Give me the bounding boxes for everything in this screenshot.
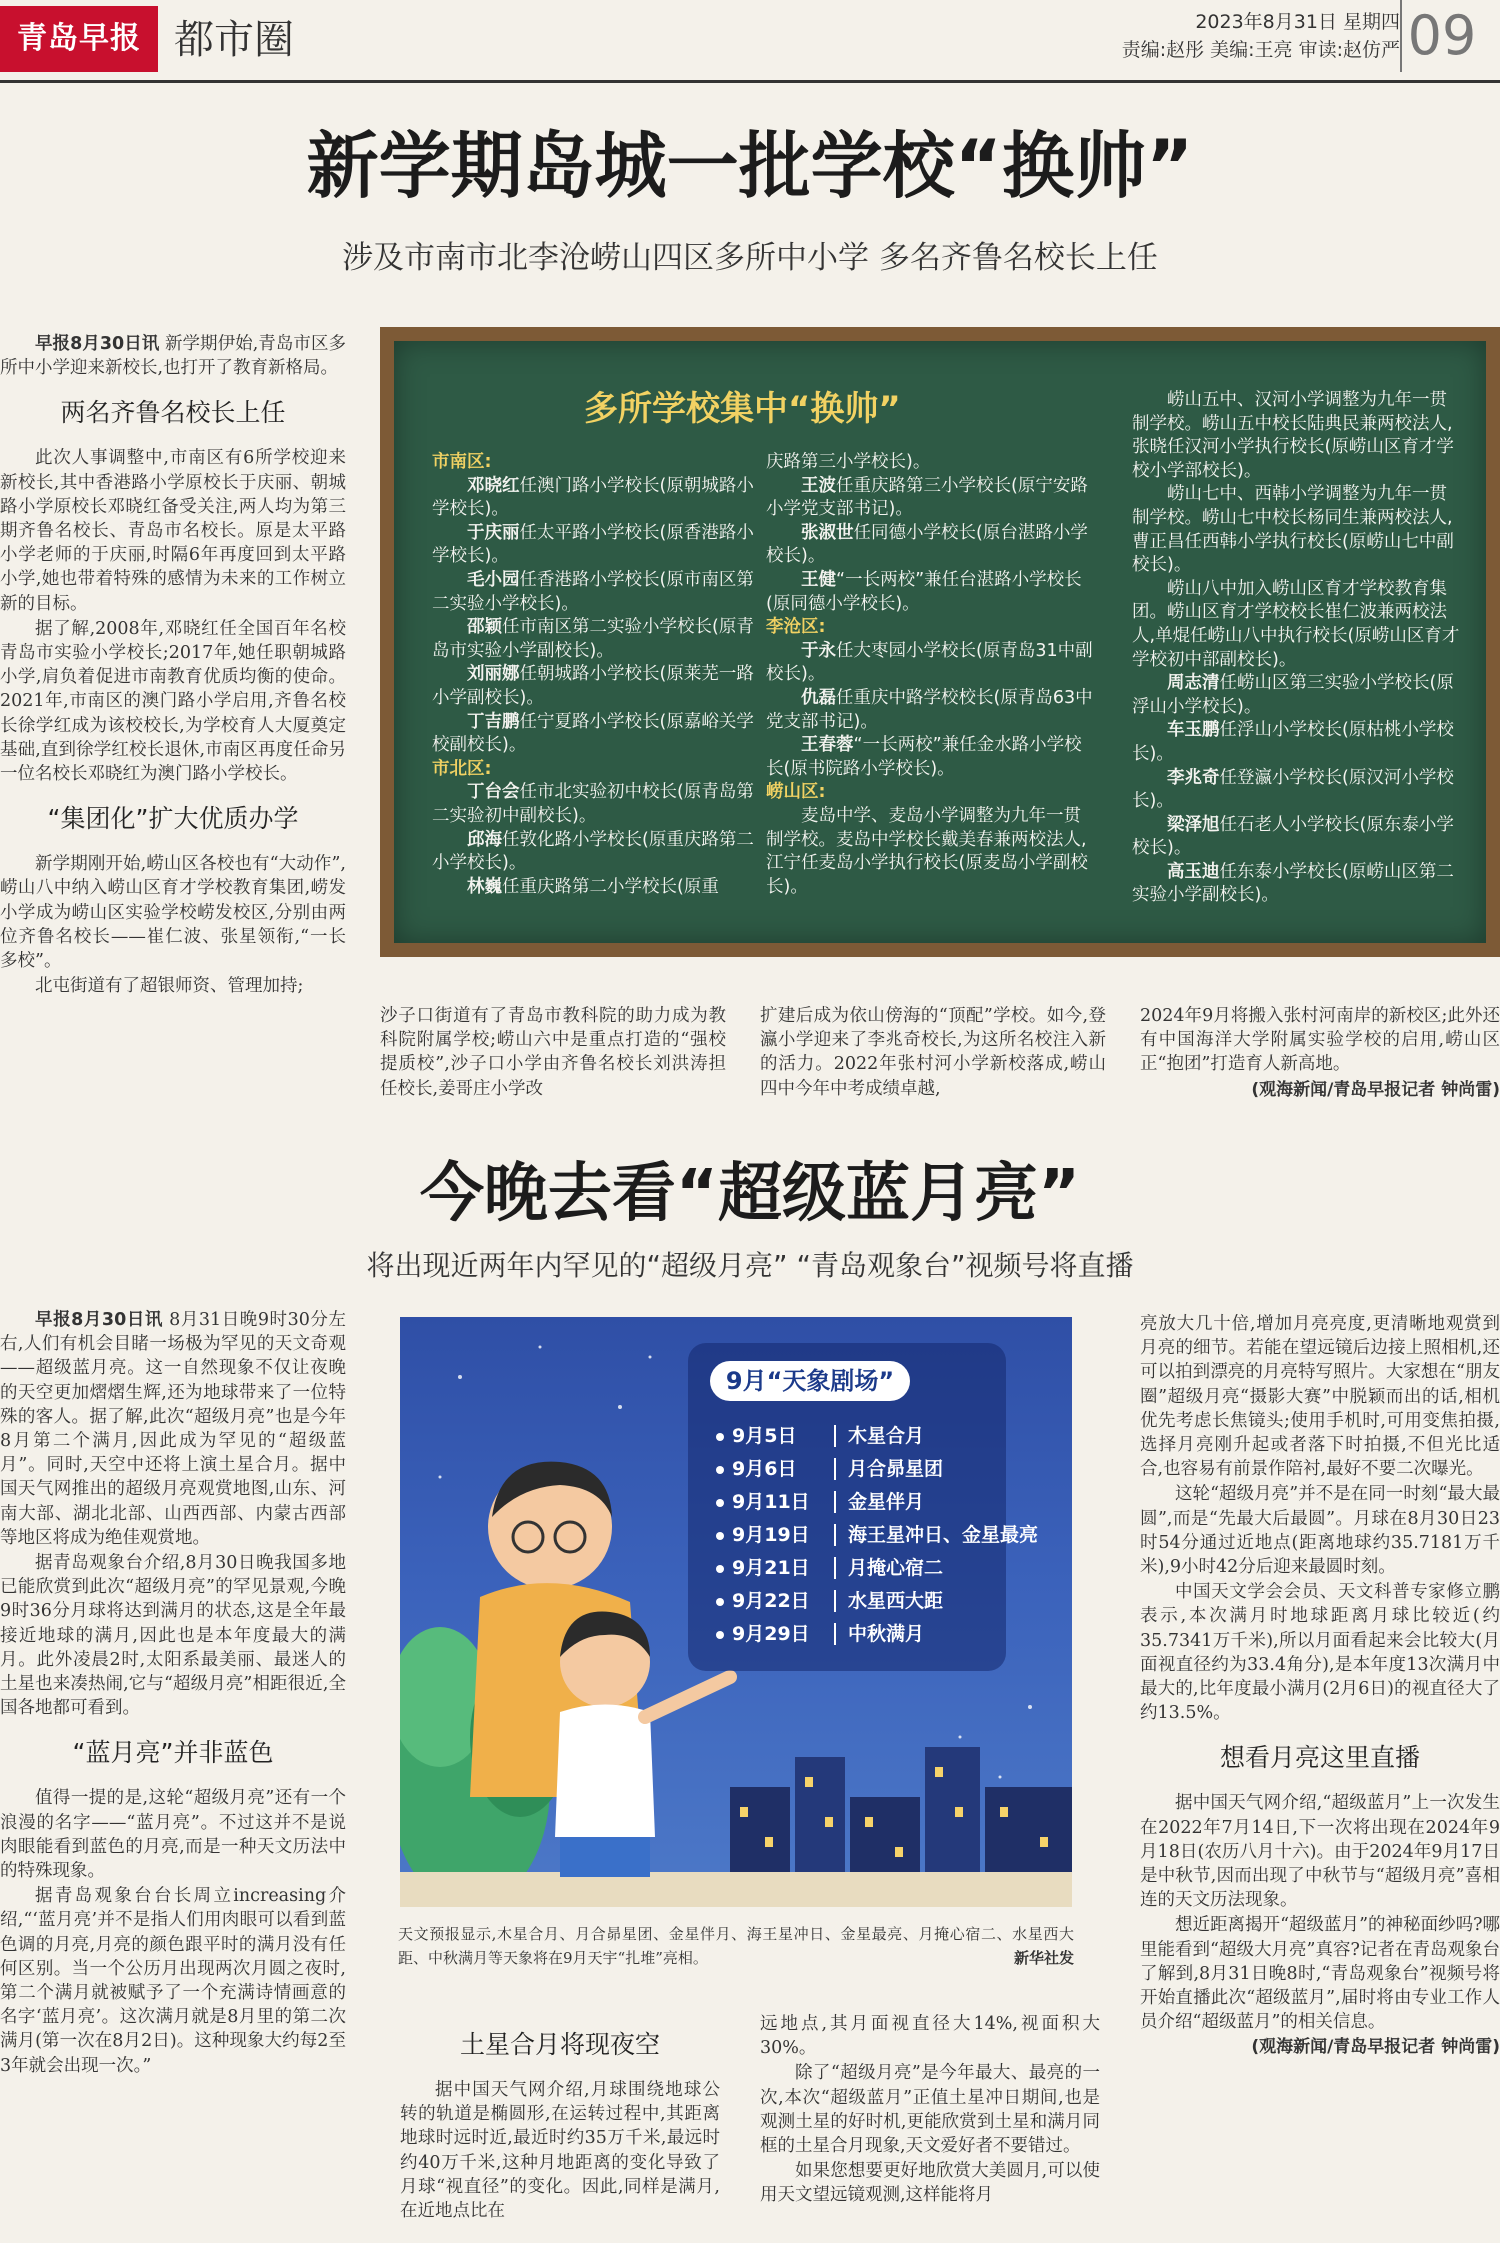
divider (834, 1557, 836, 1579)
caption-source: 新华社发 (1013, 1949, 1074, 1967)
district-label: 市南区: (432, 452, 492, 472)
school-changes-chalkboard (380, 327, 1500, 957)
sky-event-row (716, 1586, 944, 1616)
appointment-entry (1132, 719, 1462, 766)
editor-credits: 责编:赵彤 美编:王亮 审读:赵仿严 (1121, 39, 1400, 61)
story1-credit: (观海新闻/青岛早报记者 钟尚雷) (1251, 1079, 1500, 1100)
sky-event-date: 9月22日 (732, 1590, 810, 1612)
story2-column-4 (1140, 1312, 1500, 2243)
story2-subhead-2: 土星合月将现夜空 (459, 2030, 660, 2059)
story2-paragraph: 据中国天气网介绍,“超级蓝月”上一次发生在2022年7月14日,下一次将出现在2024年9月18日(农历八月十六)。由于2024年9月17日是中秋节,因而出现了中秋节与“超级月亮”喜相连的天文历法现象。 (1140, 1793, 1500, 1911)
chalkboard-column-2 (766, 451, 1096, 899)
appointment-detail: 任东泰小学校长(原崂山区第二实验小学副校长)。 (1132, 861, 1454, 906)
appointment-entry (766, 687, 1096, 734)
appointment-detail: 任敦化路小学校长(原重庆路第二小学校长)。 (432, 829, 754, 874)
district-label: 李沧区: (766, 617, 826, 638)
appointment-detail: 任同德小学校长(原台湛路小学校长)。 (766, 522, 1088, 567)
appointment-detail: 任太平路小学校长(原香港路小学校长)。 (432, 522, 754, 567)
story2-paragraph: 值得一提的是,这轮“超级月亮”还有一个浪漫的名字——“蓝月亮”。不过这并不是说肉眼能看到蓝色的月亮,而是一种天文历法中的特殊现象。 (0, 1788, 346, 1882)
principal-name: 邵颖 (467, 617, 502, 638)
appointment-entry: 崂山五中、汉河小学调整为九年一贯制学校。崂山五中校长陆典民兼两校法人,张晓任汉河小学执行校长(原崂山区育才学校小学部校长)。 (1132, 390, 1454, 481)
page-number: 09 (1400, 0, 1482, 72)
principal-name: 丁台会 (467, 782, 520, 803)
appointment-entry (766, 522, 1096, 569)
sky-event-row (716, 1487, 925, 1517)
appointment-detail: 任香港路小学校长(原市南区第二实验小学校长)。 (432, 569, 754, 614)
principal-name: 于永 (801, 640, 836, 661)
page-meta (1122, 8, 1400, 64)
appointment-entry (432, 876, 762, 900)
divider (834, 1458, 836, 1480)
chalkboard-column-1 (432, 451, 762, 899)
sky-event-date: 9月21日 (732, 1557, 810, 1579)
principal-name: 张淑世 (801, 522, 854, 543)
sky-event-name: 中秋满月 (848, 1623, 925, 1645)
appointment-entry (432, 781, 762, 828)
dateline: 早报8月30日讯 (35, 1310, 163, 1330)
sky-event-date: 9月19日 (732, 1524, 810, 1546)
story2-lead (0, 1308, 346, 1550)
appointment-entry (1132, 861, 1462, 908)
appointment-entry: 麦岛中学、麦岛小学调整为九年一贯制学校。麦岛中学校长戴美春兼两校法人,江宁任麦岛小学执行校长(原麦岛小学副校长)。 (766, 805, 1088, 897)
bullet-icon (716, 1565, 724, 1573)
principal-name: 林巍 (467, 876, 502, 897)
divider (834, 1590, 836, 1612)
appointment-entry (432, 663, 762, 710)
sky-event-name: 月合昴星团 (848, 1458, 944, 1480)
lead-text: 8月31日晚9时30分左右,人们有机会目睹一场极为罕见的天文奇观——超级蓝月亮。这一自然现象不仅让夜晚的天空更加熠熠生辉,还为地球带来了一位特殊的客人。据了解,此次“超级月亮”也是今年8月第二个满月,因此成为罕见的“超级蓝月”。同时,天空中还将上演土星合月。据中国天气网推出的超级月亮观赏地图,山东、河南大部、湖北北部、山西西部、内蒙古西部等地区将成为绝佳观赏地。 (0, 1310, 346, 1548)
subheadline-moon: 将出现近两年内罕见的“超级月亮” “青岛观象台”视频号将直播 (366, 1249, 1134, 1282)
story2-subhead-1: “蓝月亮”并非蓝色 (72, 1738, 274, 1768)
story2-column-1 (0, 1308, 346, 2243)
story2-paragraph: 亮放大几十倍,增加月亮亮度,更清晰地观赏到月亮的细节。若能在望远镜后边接上照相机,还可以拍到漂亮的月亮特写照片。大家想在“朋友圈”超级月亮“摄影大赛”中脱颖而出的话,相机优先考虑长焦镜头;使用手机时,可用变焦拍摄,选择月亮刚升起或者落下时拍摄,不但光比适合,也容易有前景作陪衬,最好不要二次曝光。 (1140, 1314, 1500, 1480)
principal-name: 于庆丽 (467, 522, 520, 543)
sky-event-name: 月掩心宿二 (848, 1557, 944, 1579)
story2-credit: (观海新闻/青岛早报记者 钟尚雷) (1251, 2037, 1500, 2058)
appointment-entry (766, 734, 1096, 781)
sky-event-row (716, 1421, 925, 1451)
subheadline-schools: 涉及市南市北李沧崂山四区多所中小学 多名齐鲁名校长上任 (342, 240, 1158, 276)
appointment-entry (766, 475, 1096, 522)
sky-event-name: 木星合月 (848, 1425, 925, 1447)
sky-event-name: 金星伴月 (848, 1491, 925, 1513)
divider (834, 1623, 836, 1645)
appointment-entry: 崂山七中、西韩小学调整为九年一贯制学校。崂山七中校长杨同生兼两校法人,曹正昌任西韩小学执行校长(原崂山七中副校长)。 (1132, 484, 1454, 576)
story1-paragraph: 扩建后成为依山傍海的“顶配”学校。如今,登瀛小学迎来了李兆奇校长,为这所名校注入新的活力。2022年张村河小学新校落成,崂山四中今年中考成绩卓越, (760, 1006, 1106, 1099)
sky-event-date: 9月6日 (732, 1458, 797, 1480)
principal-name: 周志清 (1167, 673, 1220, 694)
appointment-detail: 任石老人小学校长(原东泰小学校长)。 (1132, 814, 1454, 859)
principal-name: 刘丽娜 (467, 664, 520, 685)
appointment-entry (432, 711, 762, 758)
appointment-entry (766, 569, 1096, 616)
story2-column-2 (400, 2022, 720, 2243)
chalkboard-column-3 (1132, 389, 1462, 908)
appointment-entry (432, 616, 762, 663)
appointment-detail: 任朝城路小学校长(原莱芜一路小学副校长)。 (432, 664, 754, 708)
principal-name: 梁泽旭 (1167, 814, 1220, 835)
principal-name: 李兆奇 (1167, 767, 1220, 788)
masthead-rule (0, 80, 1500, 83)
story1-paragraph: 此次人事调整中,市南区有6所学校迎来新校长,其中香港路小学原校长于庆丽、朝城路小学原校长邓晓红备受关注,两人均为第三期齐鲁名校长、青岛市名校长。原是太平路小学老师的于庆丽,时隔6年再度回到太平路小学,她也带着特殊的感情为未来的工作树立新的目标。 (0, 448, 346, 614)
appointment-detail: 任浮山小学校长(原枯桃小学校长)。 (1132, 720, 1454, 764)
story2-paragraph: 除了“超级月亮”是今年最大、最亮的一次,本次“超级蓝月”正值土星冲日期间,也是观测土星的好时机,更能欣赏到土星和满月同框的土星合月现象,天文爱好者不要错过。 (760, 2063, 1100, 2157)
story2-paragraph: 远地点,其月面视直径大14%,视面积大30%。 (760, 2014, 1100, 2059)
divider (834, 1425, 836, 1447)
sky-event-date: 9月5日 (732, 1425, 797, 1447)
section-title: 都市圈 (174, 17, 294, 63)
principal-name: 丁吉鹏 (467, 711, 520, 732)
appointment-detail: 任崂山区第三实验小学校长(原浮山小学校长)。 (1132, 673, 1454, 717)
sky-event-row (716, 1454, 944, 1484)
appointment-entry (1132, 672, 1462, 719)
appointment-entry: 庆路第三小学校长)。 (766, 452, 931, 472)
sky-event-name: 水星西大距 (848, 1590, 944, 1612)
story1-paragraph: 2024年9月将搬入张村河南岸的新校区;此外还有中国海洋大学附属实验学校的启用,崂山区正“抱团”打造育人新高地。 (1140, 1006, 1500, 1075)
story1-column-3 (760, 1004, 1106, 1104)
appointment-entry (432, 475, 762, 522)
district-label: 崂山区: (766, 782, 826, 803)
headline-moon: 今晚去看“超级蓝月亮” (419, 1157, 1081, 1231)
story1-paragraph: 沙子口街道有了青岛市教科院的助力成为教科院附属学校;崂山六中是重点打造的“强校提质校”,沙子口小学由齐鲁名校长刘洪涛担任校长,姜哥庄小学改 (380, 1006, 726, 1099)
appointment-detail: 任重庆中路学校校长(原青岛63中党支部书记)。 (766, 687, 1093, 732)
principal-name: 邓晓红 (467, 475, 520, 496)
appointment-detail: 任澳门路小学校长(原朝城路小学校长)。 (432, 475, 754, 520)
story1-column-4 (1140, 1004, 1500, 1114)
appointment-entry (432, 569, 762, 616)
story2-paragraph: 据中国天气网介绍,月球围绕地球公转的轨道是椭圆形,在运转过程中,其距离地球时远时近,最近时约35万千米,最远时约40万千米,这种月地距离的变化导致了月球“视直径”的变化。因此,同样是满月,在近地点比在 (400, 2080, 720, 2222)
principal-name: 邱海 (467, 829, 502, 850)
story1-paragraph: 新学期刚开始,崂山区各校也有“大动作”,崂山八中纳入崂山区育才学校教育集团,崂发小学成为崂山区实验学校崂发校区,分别由两位齐鲁名校长——崔仁波、张星领衔,“一长多校”。 (0, 854, 346, 972)
story2-paragraph: 这轮“超级月亮”并不是在同一时刻“最大最圆”,而是“先最大后最圆”。月球在8月30日23时54分通过近地点(距离地球约35.7181万千米),9小时42分后迎来最圆时刻。 (1140, 1484, 1500, 1578)
bullet-icon (716, 1499, 724, 1507)
sky-event-row (716, 1520, 1039, 1550)
bullet-icon (716, 1466, 724, 1474)
appointment-entry (766, 640, 1096, 687)
appointment-entry (1132, 767, 1462, 814)
sky-calendar-panel (688, 1343, 1039, 1671)
chalkboard-surface (394, 341, 1486, 943)
principal-name: 车玉鹏 (1167, 720, 1220, 741)
principal-name: 王春蓉 (801, 735, 854, 756)
appointment-detail: 任市南区第二实验小学校长(原青岛市实验小学副校长)。 (432, 617, 754, 661)
story2-paragraph: 中国天文学会会员、天文科普专家修立鹏表示,本次满月时地球距离月球比较近(约35.7341万千米),所以月面看起来会比较大(月面视直径约为33.4角分),是本年度13次满月中最大的,比年度最小满月(2月6日)的视直径大了约13.5%。 (1140, 1582, 1500, 1724)
story2-subhead-3: 想看月亮这里直播 (1219, 1743, 1420, 1773)
sky-event-name: 海王星冲日、金星最亮 (848, 1524, 1039, 1546)
story2-paragraph: 如果您想要更好地欣赏大美圆月,可以使用天文望远镜观测,这样能将月 (760, 2161, 1100, 2206)
story1-paragraph: 据了解,2008年,邓晓红任全国百年名校青岛市实验小学校长;2017年,她任职朝城路小学,肩负着促进市南教育优质均衡的使命。2021年,市南区的澳门路小学启用,齐鲁名校长徐学红成为该校校长,为学校育人大厦奠定基础,直到徐学红校长退休,市南区再度任命另一位名校长邓晓红为澳门路小学校长。 (0, 618, 346, 785)
caption-text: 天文预报显示,木星合月、月合昴星团、金星伴月、海王星冲日、金星最亮、月掩心宿二、水星西大距、中秋满月等天象将在9月天宇“扎堆”亮相。 (398, 1925, 1074, 1967)
bullet-icon (716, 1598, 724, 1606)
illustration-caption (398, 1922, 1074, 1970)
principal-name: 仇磊 (801, 687, 836, 708)
bullet-icon (716, 1532, 724, 1540)
appointment-detail: 任大枣园小学校长(原青岛31中副校长)。 (766, 640, 1093, 685)
story1-column-2 (380, 1004, 726, 1104)
divider (834, 1524, 836, 1546)
story1-paragraph: 北屯街道有了超银师资、管理加持; (35, 976, 304, 997)
sky-events-illustration (400, 1317, 1072, 1907)
appointment-entry (432, 829, 762, 876)
appointment-detail: “一长两校”兼任金水路小学校长(原书院路小学校长)。 (766, 735, 1082, 779)
chalkboard-title: 多所学校集中“换帅” (584, 389, 901, 429)
divider (834, 1491, 836, 1513)
sky-event-row (716, 1553, 944, 1583)
appointment-detail: 任重庆路第二小学校长(原重 (502, 876, 719, 897)
story2-paragraph: 据青岛观象台台长周立increasing介绍,“‘蓝月亮’并不是指人们用肉眼可以看到蓝色调的月亮,月亮的颜色跟平时的满月没有任何区别。当一个公历月出现两次月圆之夜时,第二个满月就被赋予了一个充满诗情画意的名字‘蓝月亮’。这次满月就是8月里的第二次满月(第一次在8月2日)。这种现象大约每2至3年就会出现一次。” (0, 1886, 346, 2076)
principal-name: 毛小园 (467, 569, 520, 590)
story1-lead (0, 332, 346, 380)
newspaper-logo: 青岛早报 (0, 6, 158, 72)
principal-name: 高玉迪 (1167, 861, 1220, 882)
story1-subhead-1: 两名齐鲁名校长上任 (60, 398, 286, 428)
story1-subhead-2: “集团化”扩大优质办学 (47, 804, 299, 834)
story2-paragraph: 据青岛观象台介绍,8月30日晚我国多地已能欣赏到此次“超级月亮”的罕见景观,今晚9时36分月球将达到满月的状态,这是全年最接近地球的满月,因此也是本年度最大的满月。此外凌晨2时,太阳系最美丽、最迷人的土星也来凑热闹,它与“超级月亮”相距很近,全国各地都可看到。 (0, 1553, 346, 1719)
lead-text: 新学期伊始,青岛市区多所中小学迎来新校长,也打开了教育新格局。 (0, 334, 346, 379)
dateline: 早报8月30日讯 (35, 334, 160, 354)
story2-paragraph: 想近距离揭开“超级蓝月”的神秘面纱吗?哪里能看到“超级大月亮”真容?记者在青岛观象台了解到,8月31日晚8时,“青岛观象台”视频号将开始直播此次“超级蓝月”,届时将由专业工作人员介绍“超级蓝月”的相关信息。 (1140, 1915, 1500, 2033)
sky-event-date: 9月11日 (732, 1491, 810, 1513)
appointment-entry (432, 522, 762, 569)
story2-column-3 (760, 2012, 1100, 2243)
issue-date: 2023年8月31日 星期四 (1195, 11, 1400, 33)
sky-event-row (716, 1619, 925, 1649)
sky-calendar-title: 9月“天象剧场” (710, 1361, 910, 1401)
appointment-entry: 崂山八中加入崂山区育才学校教育集团。崂山区育才学校校长崔仁波兼两校法人,单焜任崂山八中执行校长(原崂山区育才学校初中部副校长)。 (1132, 578, 1460, 670)
principal-name: 王波 (801, 475, 836, 496)
appointment-detail: 任宁夏路小学校长(原嘉峪关学校副校长)。 (432, 711, 754, 756)
appointment-entry (1132, 814, 1462, 861)
district-label: 市北区: (432, 758, 492, 779)
bullet-icon (716, 1631, 724, 1639)
appointment-detail: 任登瀛小学校长(原汉河小学校长)。 (1132, 767, 1454, 812)
appointment-detail: 任重庆路第三小学校长(原宁安路小学党支部书记)。 (766, 475, 1088, 520)
sky-event-date: 9月29日 (732, 1623, 810, 1645)
appointment-detail: 任市北实验初中校长(原青岛第二实验初中副校长)。 (432, 782, 754, 826)
headline-schools: 新学期岛城一批学校“换帅” (306, 124, 1194, 208)
appointment-detail: “一长两校”兼任台湛路小学校长(原同德小学校长)。 (766, 569, 1082, 614)
story1-column-1 (0, 332, 346, 1102)
principal-name: 王健 (801, 569, 836, 590)
bullet-icon (716, 1433, 724, 1441)
